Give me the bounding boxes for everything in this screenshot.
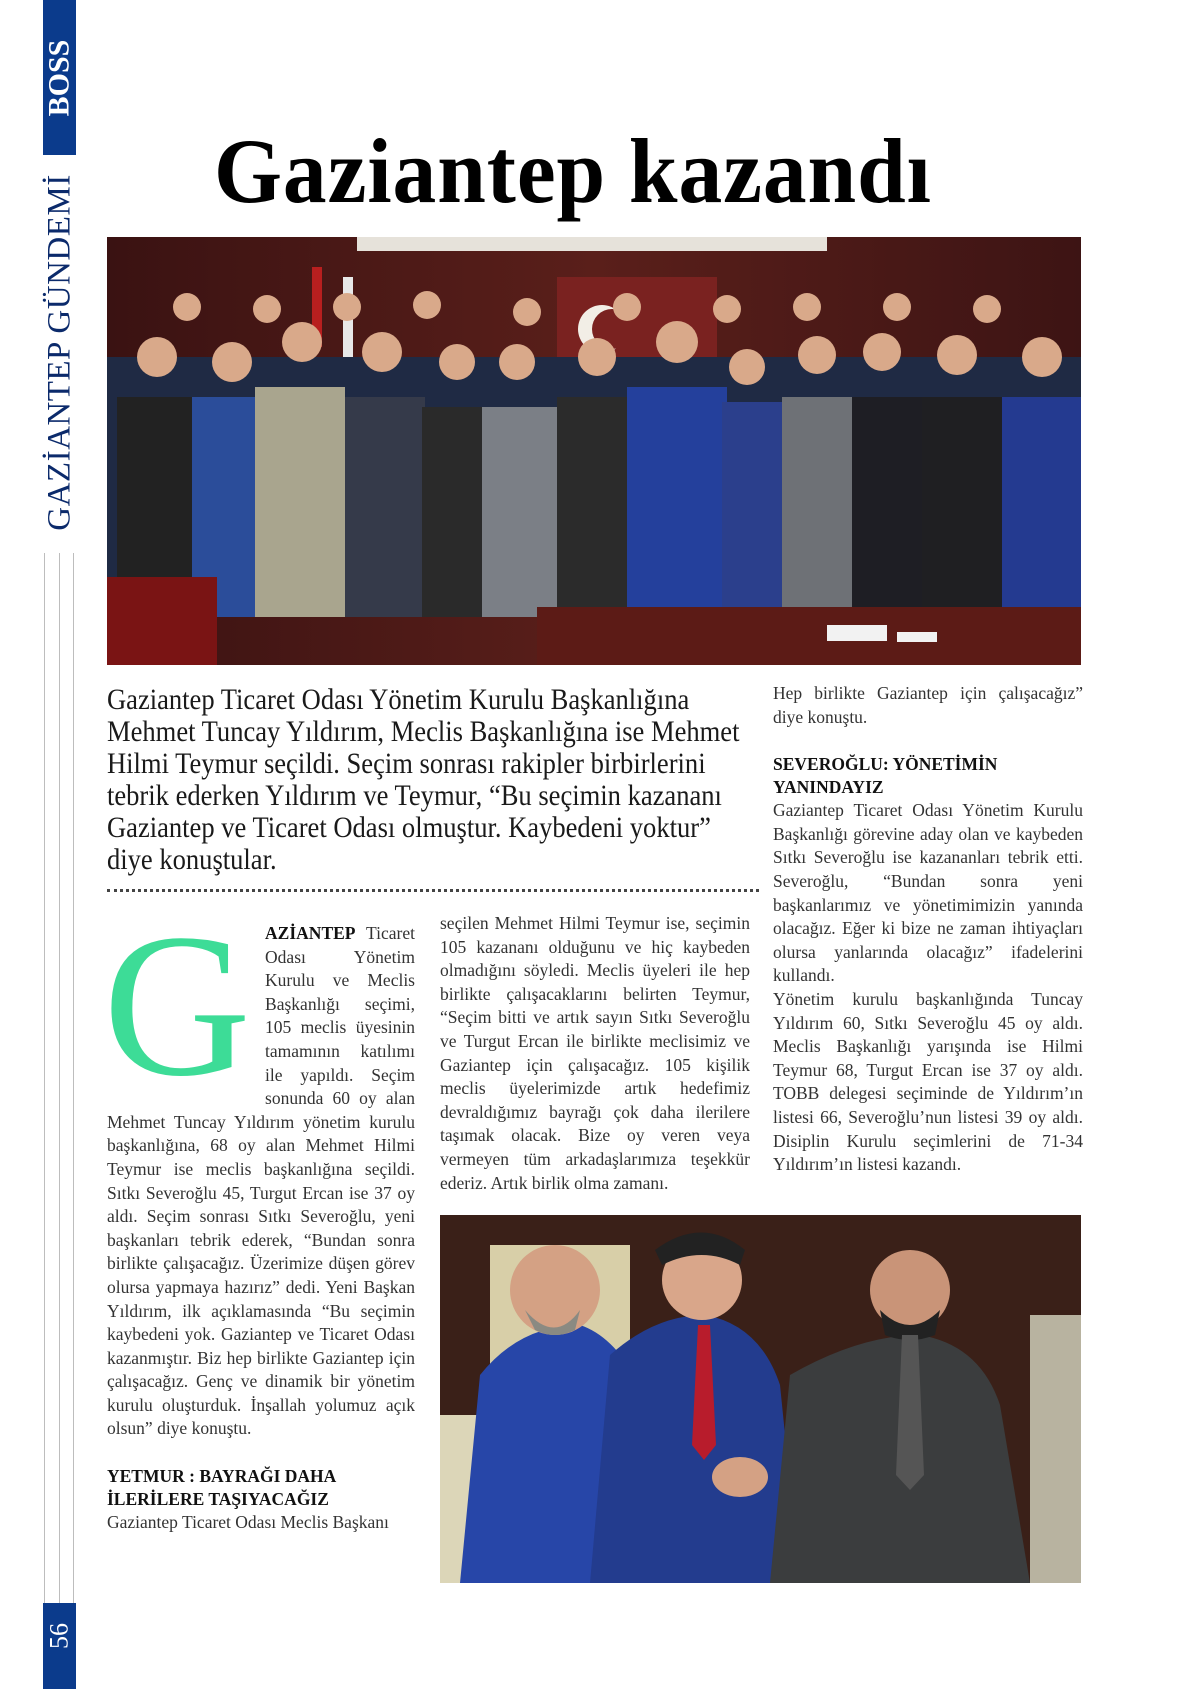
- magazine-brand: BOSS: [42, 39, 76, 116]
- section-severoglu: Gaziantep Ticaret Odası Yönetim Kurulu Başkanlığı görevine aday olan ve kaybeden Sıtkı Severoğlu ise kazananları tebrik etti. Severoğlu, “Bundan sonra yeni başkanlarımız ve yönetimimizin yanında olacağız. Eğer ki bize ne zaman ihtiyaçları olursa yanlarında olacağız” ifadelerini kullandı.: [773, 800, 1083, 986]
- body-intro-text: Ticaret Odası Yönetim Kurulu ve Meclis Başkanlığı seçimi, 105 meclis üyesinin tamamının katılımı ile yapıldı. Seçim sonunda 60 oy alan Mehmet Tuncay Yıldırım yönetim kurulu başkanlığına, 68 oy alan Mehmet Hilmi Teymur ise meclis başkanlığına seçildi. Sıtkı Severoğlu 45, Turgut Ercan ise 37 oy aldı. Seçim sonrası Sıtkı Severoğlu, yeni başkanları tebrik ederek, “Bundan sonra birlikte çalışacağız. Üzerimize düşen görev olursa yapmaya hazırız” dedi. Yeni Başkan Yıldırım, ilk açıklamasında “Bu seçimin kaybedeni yok. Gaziantep ve Ticaret Odası kazanmıştır. Biz hep birlikte Gaziantep için çalışacağız. Genç ve dinamik bir yönetim kurulu oluşturduk. İnşallah yolumuz açık olsun” diye konuştu.: [107, 923, 415, 1439]
- handshake-photo-illustration: [440, 1215, 1081, 1583]
- handshake-photo: [440, 1215, 1081, 1583]
- page-number-block: [43, 1603, 76, 1689]
- column-3: [773, 682, 1083, 1177]
- lead-word: AZİANTEP: [265, 923, 356, 943]
- article-lead: Gaziantep Ticaret Odası Yönetim Kurulu Başkanlığına Mehmet Tuncay Yıldırım, Meclis Başkanlığına ise Mehmet Hilmi Teymur seçildi. Seçim sonrası rakipler birbirlerini tebrik ederken Yıldırım ve Teymur, “Bu seçimin kazananı Gaziantep ve Ticaret Odası olmuştur. Kaybedeni yoktur” diye konuştular.: [107, 684, 740, 876]
- section-label: [40, 160, 80, 545]
- group-photo-illustration: [107, 237, 1081, 665]
- section-title: GAZİANTEP GÜNDEMİ: [41, 174, 78, 531]
- section-teymur-continued: seçilen Mehmet Hilmi Teymur ise, seçimin 105 kazananı olduğunu ve hiç kaybeden olmadığını söyledi. Meclis üyeleri ile hep birlikte çalışacaklarını belirten Teymur, “Seçim bitti ve artık sayın Sıtkı Severoğlu ve Turgut Ercan ile birlikte meclisimiz ve Gaziantep için çalışacağız. 105 kişilik meclis üyelerimizde artık hedefimiz devraldığımız bayrağı çok daha ilerilere taşımak olacak. Bize oy veren veya vermeyen tüm arkadaşlarımıza teşekkür ederiz. Artık birlik olma zamanı.: [440, 913, 750, 1193]
- section-teymur-start: Gaziantep Ticaret Odası Meclis Başkanı: [107, 1512, 389, 1533]
- subhead-teymur: YETMUR : BAYRAĞI DAHA İLERİLERE TAŞIYACAĞIZ: [107, 1466, 336, 1510]
- column-2: [440, 912, 750, 1195]
- section-teymur-end: Hep birlikte Gaziantep için çalışacağız” diye konuştu.: [773, 683, 1083, 727]
- drop-cap: G: [103, 892, 252, 1119]
- page-number: 56: [44, 1623, 74, 1649]
- group-photo: [107, 237, 1081, 665]
- magazine-logo: [43, 0, 76, 155]
- article-headline: Gaziantep kazandı: [214, 120, 932, 222]
- subhead-severoglu: SEVEROĞLU: YÖNETİMİN YANINDAYIZ: [773, 754, 998, 798]
- section-results: Yönetim kurulu başkanlığında Tuncay Yıldırım 60, Sıtkı Severoğlu 45 oy aldı. Meclis Başkanlığı yarışında ise Hilmi Teymur 68, Turgut Ercan ise 37 oy aldı. TOBB delegesi seçiminde de Yıldırım’ın listesi 66, Severoğlu’nun listesi 39 oy aldı. Disiplin Kurulu seçimlerini de 71-34 Yıldırım’ın listesi kazandı.: [773, 988, 1083, 1175]
- sidebar-rules: [43, 553, 76, 1613]
- column-1: [103, 892, 415, 1535]
